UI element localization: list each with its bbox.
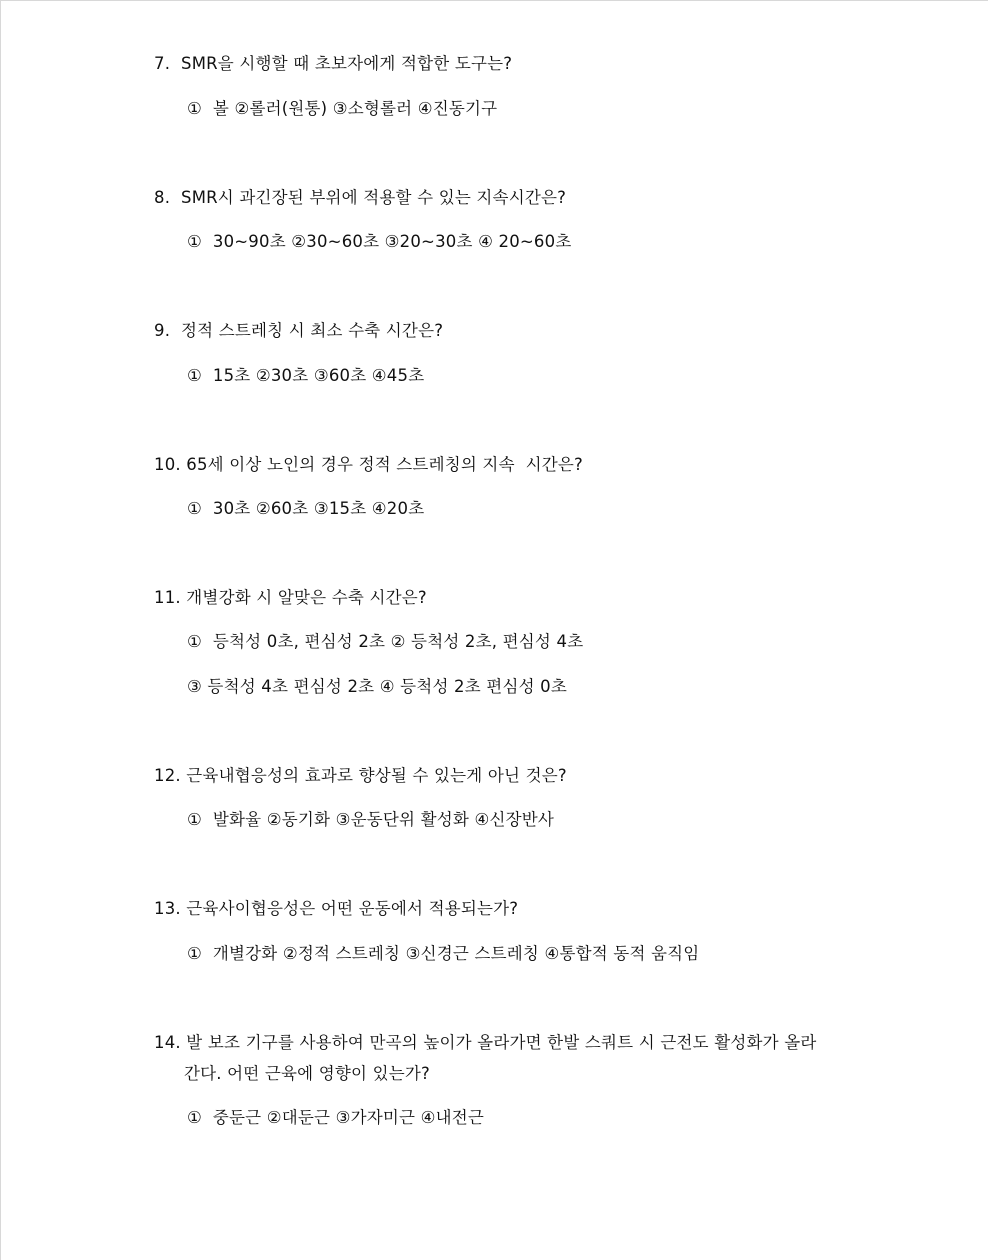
- question-8-options: ① 30~90초 ②30~60초 ③20~30초 ④ 20~60초: [187, 232, 572, 251]
- question-7: 7. SMR을 시행할 때 초보자에게 적합한 도구는?: [154, 54, 513, 73]
- question-10-options: ① 30초 ②60초 ③15초 ④20초: [187, 499, 425, 518]
- question-11-options-line2: ③ 등척성 4초 편심성 2초 ④ 등척성 2초 편심성 0초: [187, 677, 568, 696]
- question-12: 12. 근육내협응성의 효과로 향상될 수 있는게 아닌 것은?: [154, 766, 567, 785]
- page-edge-left: [0, 0, 1, 1260]
- question-9-options: ① 15초 ②30초 ③60초 ④45초: [187, 366, 425, 385]
- question-12-options: ① 발화율 ②동기화 ③운동단위 활성화 ④신장반사: [187, 810, 555, 829]
- question-11-options-line1: ① 등척성 0초, 편심성 2초 ② 등척성 2초, 편심성 4초: [187, 632, 584, 651]
- question-14-options: ① 중둔근 ②대둔근 ③가자미근 ④내전근: [187, 1108, 484, 1127]
- question-13-options: ① 개별강화 ②정적 스트레칭 ③신경근 스트레칭 ④통합적 동적 움직임: [187, 944, 700, 963]
- question-7-options: ① 볼 ②롤러(원통) ③소형롤러 ④진동기구: [187, 99, 498, 118]
- question-14-continued: 간다. 어떤 근육에 영향이 있는가?: [184, 1064, 430, 1083]
- question-13: 13. 근육사이협응성은 어떤 운동에서 적용되는가?: [154, 899, 519, 918]
- question-11: 11. 개별강화 시 알맞은 수축 시간은?: [154, 588, 427, 607]
- page-edge-top: [0, 0, 988, 1]
- question-8: 8. SMR시 과긴장된 부위에 적용할 수 있는 지속시간은?: [154, 188, 567, 207]
- question-9: 9. 정적 스트레칭 시 최소 수축 시간은?: [154, 321, 444, 340]
- question-14: 14. 발 보조 기구를 사용하여 만곡의 높이가 올라가면 한발 스쿼트 시 근전도 활성화가 올라: [154, 1033, 817, 1052]
- question-10: 10. 65세 이상 노인의 경우 정적 스트레칭의 지속 시간은?: [154, 455, 583, 474]
